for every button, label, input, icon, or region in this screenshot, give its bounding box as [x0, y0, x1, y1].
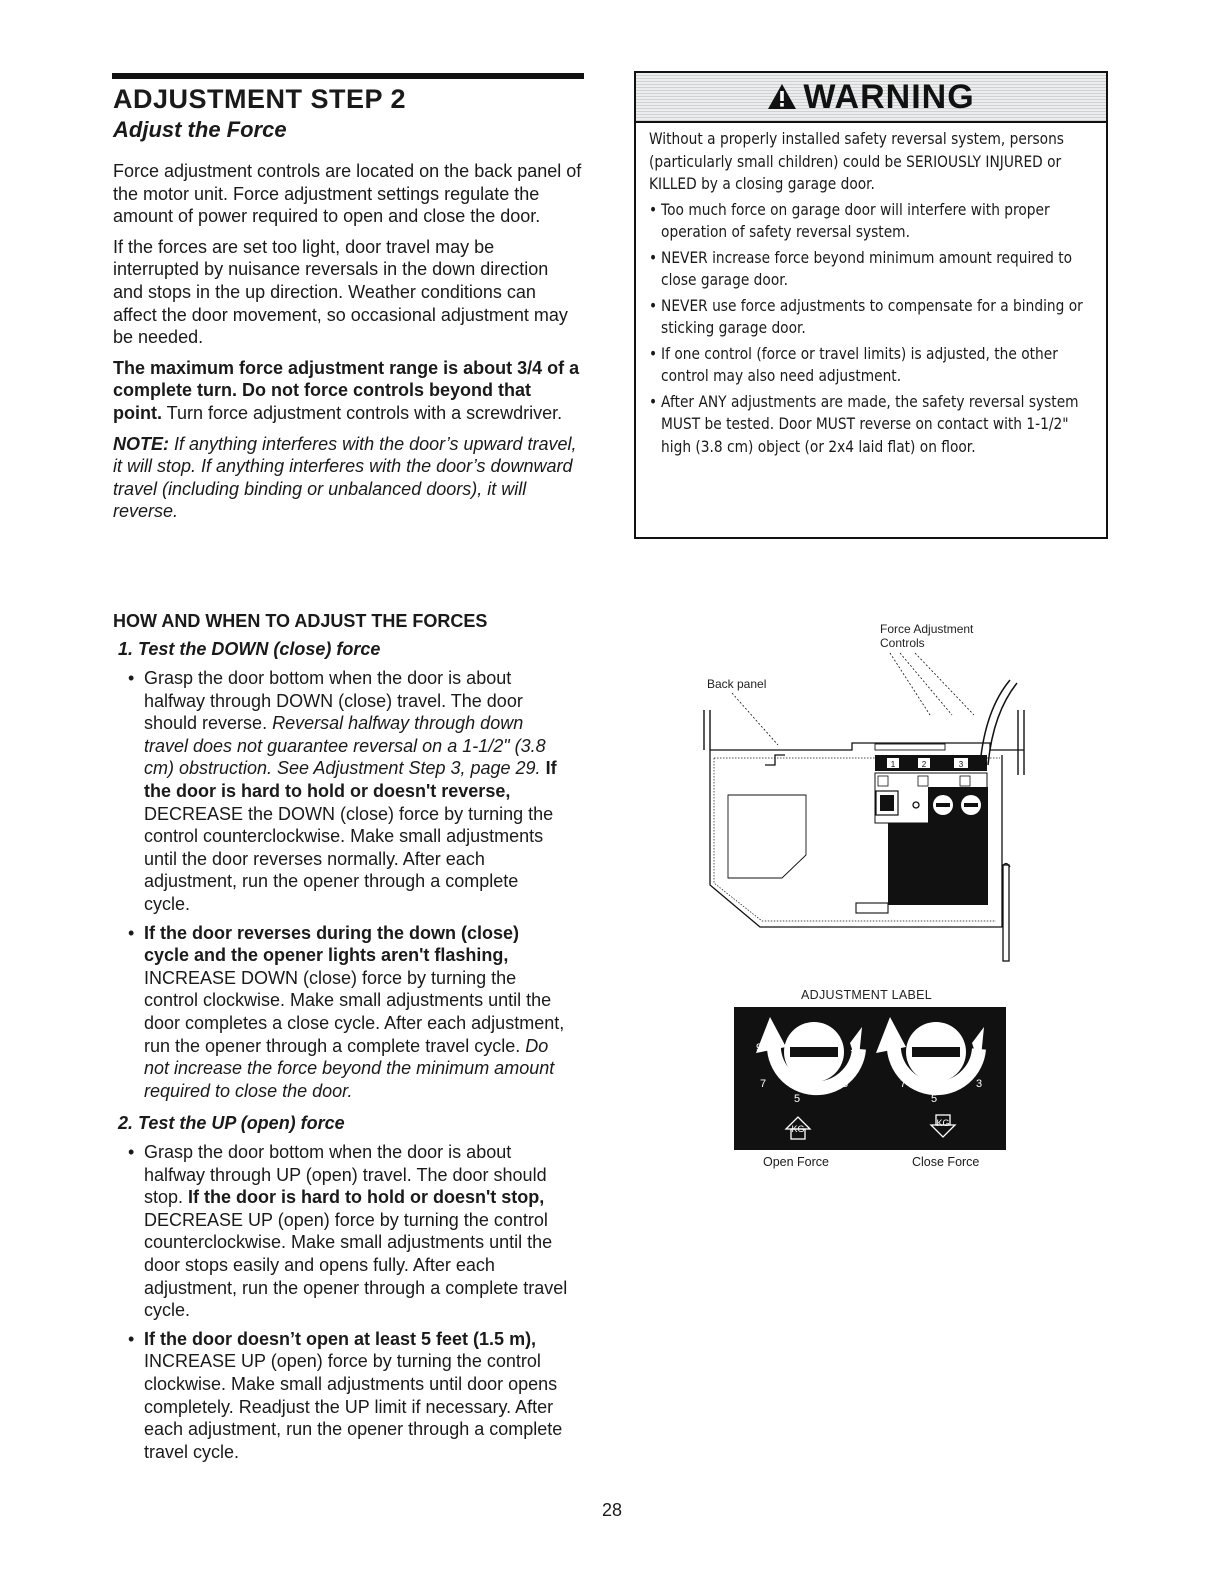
- dial-number: 9: [892, 1042, 899, 1054]
- item-italic: Do not increase the force beyond the minimum amount required to close the door.: [144, 1035, 555, 1101]
- step2-list: [128, 1141, 568, 1469]
- warning-triangle-icon: [767, 80, 797, 118]
- warning-header: [636, 73, 1106, 123]
- force-label-line2: Controls: [880, 636, 925, 650]
- item-text: Grasp the door bottom when the door is about halfway through DOWN (close) travel. The door should reverse.: [144, 668, 523, 734]
- page-number: 28: [601, 1500, 623, 1520]
- item-text: INCREASE UP (open) force by turning the control clockwise. Make small adjustments until door opens completely. Readjust the UP limit if necessary. After each adjustment, run the opener through a complete travel cycle.: [144, 1351, 563, 1462]
- dial-number: 9: [756, 1042, 763, 1054]
- open-force-caption: Open Force: [763, 1155, 830, 1169]
- item-bold: If the door is hard to hold or doesn't reverse,: [144, 758, 557, 801]
- note-text: If anything interferes with the door’s upward travel, it will stop. If anything interferes with the door’s downward travel (including binding or unbalanced doors), it will reverse.: [113, 433, 577, 522]
- panel-number: 1: [890, 760, 896, 769]
- page-title: ADJUSTMENT STEP 2: [113, 84, 407, 114]
- warning-title: [636, 78, 1106, 118]
- warning-item: • NEVER increase force beyond minimum amount required to close garage door.: [649, 247, 1096, 292]
- warning-box: [634, 71, 1108, 539]
- max-range-rest: Turn force adjustment controls with a screwdriver.: [161, 402, 563, 423]
- dial-number: 3: [976, 1078, 983, 1090]
- section-heading: HOW AND WHEN TO ADJUST THE FORCES: [113, 611, 488, 631]
- back-panel-label: Back panel: [707, 677, 767, 691]
- item-bold: If the door is hard to hold or doesn't stop,: [188, 1187, 545, 1208]
- dial-number: 5: [931, 1093, 938, 1105]
- dial-number: 5: [794, 1093, 801, 1105]
- warning-item: • NEVER use force adjustments to compensate for a binding or sticking garage door.: [649, 295, 1096, 340]
- intro-text: [113, 160, 583, 531]
- max-range-bold: The maximum force adjustment range is about 3/4 of a complete turn. Do not force controls beyond that point.: [113, 357, 580, 423]
- panel-number: 2: [921, 760, 927, 769]
- item-text: DECREASE UP (open) force by turning the control counterclockwise. Make small adjustments until the door stops easily and opens fully. After each adjustment, run the opener through a complete travel cycle.: [144, 1209, 568, 1321]
- item-text: Grasp the door bottom when the door is about halfway through UP (open) travel. The door should stop.: [144, 1142, 547, 1208]
- item-text: DECREASE the DOWN (close) force by turning the control counterclockwise. Make small adjustments until the door reverses normally. After each adjustment, run the opener through a complete cycle.: [144, 803, 554, 914]
- item-bold: If the door doesn’t open at least 5 feet (1.5 m),: [144, 1328, 537, 1349]
- item-bold: If the door reverses during the down (close) cycle and the opener lights aren't flashing,: [144, 922, 520, 966]
- adjustment-label-caption: ADJUSTMENT LABEL: [801, 988, 932, 1002]
- warning-title-text: WARNING: [803, 78, 975, 116]
- warning-item: • After ANY adjustments are made, the safety reversal system MUST be tested. Door MUST reverse on contact with 1-1/2" high (3.8 cm) object (or 2x4 laid flat) on floor.: [649, 391, 1096, 459]
- panel-number: 3: [958, 760, 964, 769]
- warning-list: [649, 199, 1096, 459]
- item-italic: Reversal halfway through down travel does not guarantee reversal on a 1-1/2" (3.8 cm) obstruction. See Adjustment Step 3, page 29.: [144, 713, 546, 779]
- dial-number: 1: [972, 1042, 979, 1054]
- list-item: [128, 922, 568, 1103]
- step1-heading: 1. Test the DOWN (close) force: [118, 639, 381, 659]
- dial-number: 7: [760, 1078, 767, 1090]
- note-paragraph: [113, 433, 583, 523]
- note-label: NOTE:: [113, 433, 169, 454]
- warning-item: • If one control (force or travel limits) is adjusted, the other control may also need adjustment.: [649, 343, 1096, 388]
- list-item: [128, 667, 568, 916]
- warning-body: [649, 128, 1096, 458]
- dial-number: 3: [842, 1078, 849, 1090]
- list-item: [128, 1328, 568, 1464]
- page-subtitle: Adjust the Force: [113, 117, 287, 142]
- intro-paragraph-2: If the forces are set too light, door travel may be interrupted by nuisance reversals in the down direction and stops in the up direction. Weather conditions can affect the door movement, so occasional adjustment may be needed.: [113, 236, 568, 348]
- list-item: [128, 1141, 568, 1322]
- step1-list: [128, 667, 568, 1108]
- dial-number: 7: [900, 1078, 907, 1090]
- intro-paragraph-3: [113, 357, 583, 425]
- step2-heading: 2. Test the UP (open) force: [118, 1113, 345, 1133]
- warning-intro: Without a properly installed safety reversal system, persons (particularly small children) could be SERIOUSLY INJURED or KILLED by a closing garage door.: [649, 129, 1064, 193]
- top-rule: [112, 73, 584, 79]
- motor-unit-diagram: [690, 615, 1050, 965]
- close-force-caption: Close Force: [912, 1155, 980, 1169]
- warning-item: • Too much force on garage door will interfere with proper operation of safety reversal system.: [649, 199, 1096, 244]
- intro-paragraph-1: Force adjustment controls are located on the back panel of the motor unit. Force adjustment settings regulate the amount of power required to open and close the door.: [113, 161, 582, 227]
- adjustment-label-diagram: [734, 1007, 1006, 1150]
- kg-label: KG: [791, 1124, 805, 1134]
- item-text: INCREASE DOWN (close) force by turning the control clockwise. Make small adjustments until the door completes a close cycle. After each adjustment, run the opener through a complete travel cycle.: [144, 967, 565, 1056]
- kg-label: KG: [936, 1118, 950, 1128]
- force-label-line1: Force Adjustment: [880, 622, 974, 636]
- dial-number: 1: [850, 1042, 857, 1054]
